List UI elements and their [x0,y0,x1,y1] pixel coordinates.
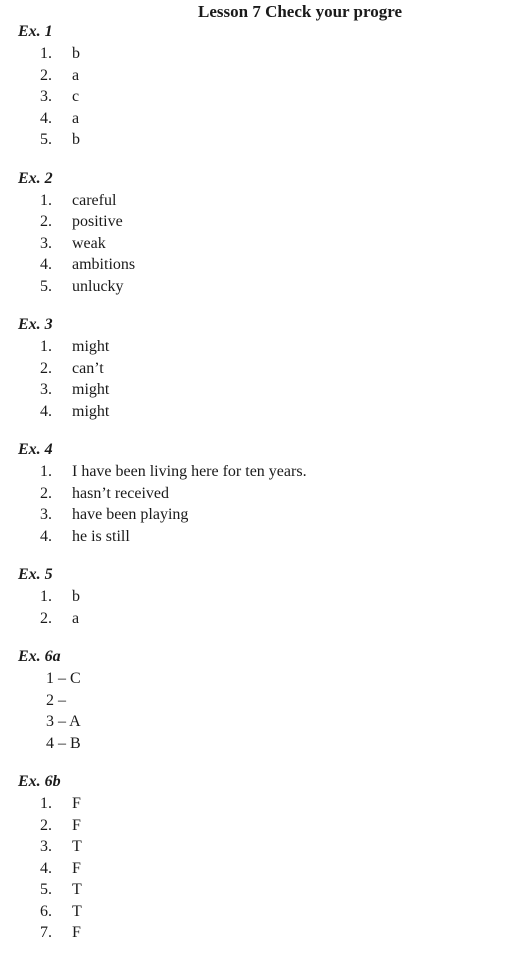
answer-list [0,190,517,298]
answer-list [0,586,517,629]
answer-item [0,461,517,483]
answer-number: 2. [40,609,52,627]
answer-text: a [72,109,80,127]
answer-number: 5. [40,277,52,295]
answer-text: a [72,66,80,84]
exercise-section [0,170,517,298]
exercise-heading: Ex. 5 [18,566,53,583]
answer-number: 2. [40,66,52,84]
answer-item [0,711,517,733]
answer-text: I have been living here for ten years. [72,463,307,480]
answer-list [0,793,517,944]
answer-text: F [72,924,81,941]
answer-number: 1. [40,795,52,812]
answer-item [0,254,517,276]
answer-item [0,233,517,255]
answer-item [0,190,517,212]
exercise-section [0,23,517,151]
answer-item [0,211,517,233]
answer-text: might [72,381,110,398]
answer-number: 7. [40,924,52,941]
exercise-section [0,773,517,944]
answer-item [0,901,517,923]
answer-item [0,108,517,130]
answer-number: 1. [40,588,52,605]
answer-text: unlucky [72,277,124,295]
answer-text: ambitions [72,256,136,273]
answer-item [0,836,517,858]
answer-number: 3. [40,506,52,523]
answer-text: a [72,609,80,627]
answer-text: might [72,402,110,420]
answer-item [0,129,517,151]
answer-text: b [72,588,80,605]
exercise-section [0,441,517,547]
answer-text: might [72,338,110,355]
exercise-section [0,648,517,754]
answer-text: can’t [72,359,104,377]
answer-number: 4. [40,859,52,877]
exercise-section [0,316,517,422]
answer-text: weak [72,234,106,252]
answer-text: careful [72,191,117,209]
exercise-list [0,23,517,963]
answer-number: 1. [40,45,52,62]
answer-item [0,65,517,87]
answer-item [0,336,517,358]
answer-number: 3. [40,381,52,398]
answer-text: F [72,859,81,877]
answer-item [0,276,517,298]
answer-text: have been playing [72,506,189,523]
answer-number: 4. [40,527,52,545]
answer-item [0,86,517,108]
answer-text: c [72,88,80,105]
answer-text: he is still [72,527,130,545]
answer-number: 4. [40,402,52,420]
answer-item [0,504,517,526]
answer-text: positive [72,213,123,230]
answer-item [0,922,517,944]
answer-list [0,461,517,547]
answer-number: 5. [40,131,52,148]
answer-number: 4. [40,109,52,127]
exercise-heading: Ex. 1 [18,23,53,40]
answer-match: 4 – B [46,734,81,752]
answer-text: T [72,881,82,898]
answer-number: 2. [40,484,52,502]
answer-text: b [72,131,80,148]
answer-number: 2. [40,213,52,230]
answer-item [0,608,517,630]
answer-item [0,586,517,608]
answer-match: 1 – C [46,670,81,687]
exercise-section [0,566,517,629]
answer-text: F [72,795,81,812]
answer-number: 1. [40,191,52,209]
answer-text: T [72,838,82,855]
answer-item [0,379,517,401]
answer-text: b [72,45,80,62]
answer-item [0,690,517,712]
answer-item [0,358,517,380]
answer-number: 1. [40,463,52,480]
answer-text: T [72,902,82,920]
answer-item [0,815,517,837]
answer-text: F [72,816,81,834]
answer-number: 3. [40,838,52,855]
answer-number: 2. [40,359,52,377]
answer-item [0,858,517,880]
page-title: Lesson 7 Check your progre [198,2,403,21]
answer-number: 5. [40,881,52,898]
answer-number: 3. [40,88,52,105]
answer-number: 1. [40,338,52,355]
answer-text: hasn’t received [72,484,169,502]
answer-item [0,43,517,65]
answer-item [0,793,517,815]
exercise-heading: Ex. 6b [18,773,61,790]
answer-number: 4. [40,256,52,273]
exercise-heading: Ex. 2 [18,169,53,187]
exercise-heading: Ex. 6a [18,648,61,665]
answer-list [0,668,517,754]
answer-number: 2. [40,816,52,834]
answer-list [0,336,517,422]
answer-number: 3. [40,234,52,252]
exercise-heading: Ex. 4 [18,441,53,458]
answer-item [0,401,517,423]
exercise-heading: Ex. 3 [18,316,53,333]
answer-item [0,526,517,548]
answer-number: 6. [40,902,52,920]
answer-list [0,43,517,151]
answer-item [0,668,517,690]
answer-item [0,879,517,901]
answer-match: 2 – [46,691,66,709]
answer-item [0,733,517,755]
answer-item [0,483,517,505]
answer-match: 3 – A [46,713,81,730]
